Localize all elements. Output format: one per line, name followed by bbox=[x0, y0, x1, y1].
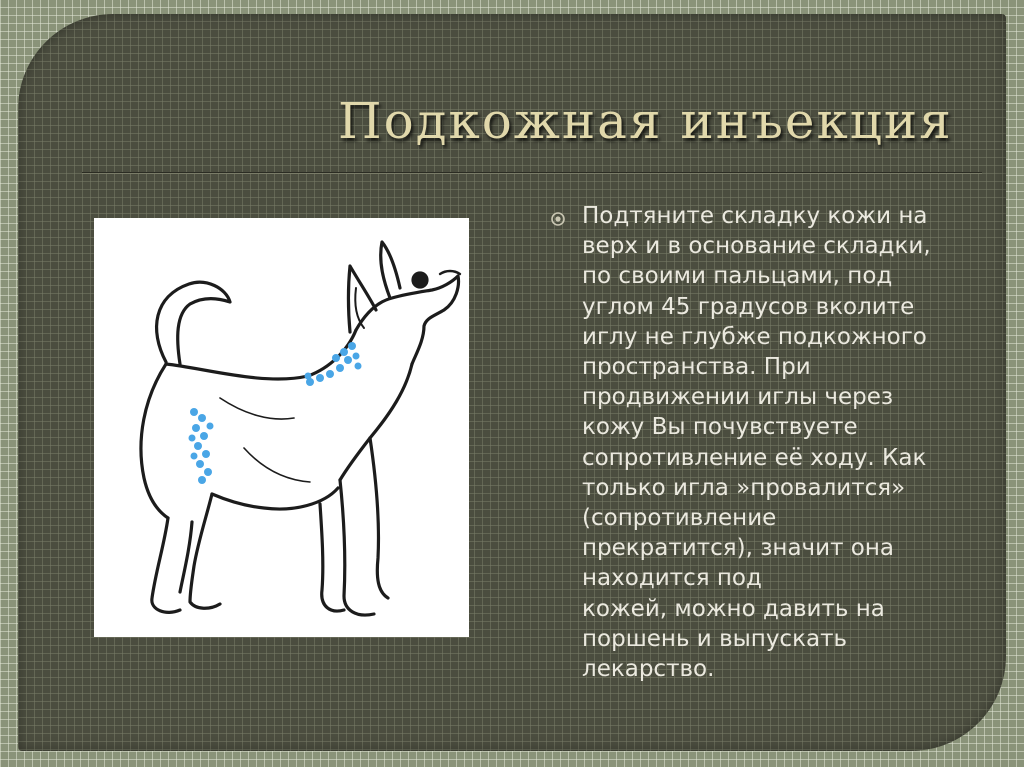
slide-title: Подкожная инъекция bbox=[338, 92, 953, 150]
slide-panel bbox=[18, 14, 1006, 751]
dog-illustration bbox=[94, 218, 469, 637]
circle-bullet-icon bbox=[549, 210, 567, 228]
instruction-text: Подтяните складку кожи на верх и в основание складки, по своими пальцами, под углом 45 градусов вколите иглу не глубже подкожного пространства. При продвижении иглы через кожу Вы почувствуете сопротивление её ходу. Как только игла »провалится» (сопротивление прекратится), значит она находится под кожей, можно давить на поршень и выпускать лекарство. bbox=[582, 203, 931, 683]
title-divider bbox=[82, 172, 982, 174]
